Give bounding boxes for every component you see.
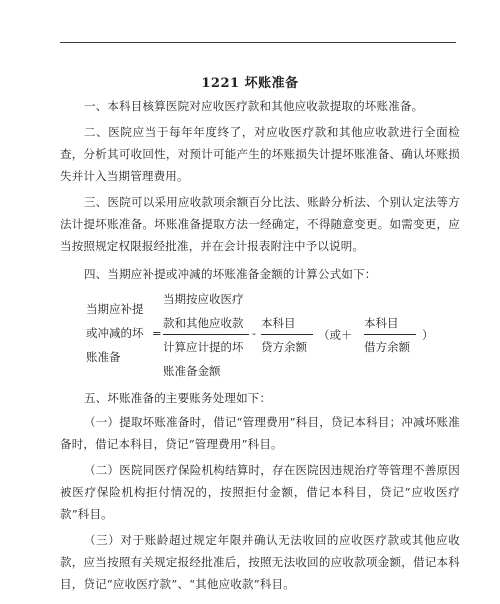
formula-paren-open: （或＋ — [318, 328, 353, 342]
formula-lhs-line2: 或冲减的坏 — [86, 326, 144, 340]
paragraph-5: 五、坏账准备的主要账务处理如下： — [84, 391, 272, 405]
formula-a-line4: 账准备金额 — [163, 364, 221, 378]
formula-c-divider — [364, 334, 416, 335]
paragraph-3: 三、医院可以采用应收款项余额百分比法、账龄分析法、个别认定法等方法计提坏账准备。坏账准备提取方法一经确定，不得随意变更。如需变更，应当按照规定权限报经批准，并在会计报表附注中予以说明。 — [60, 195, 460, 253]
formula-c-line1: 本科目 — [364, 316, 399, 330]
paragraph-7: （二）医院同医疗保险机构结算时，存在医院因违规治疗等管理不善原因被医疗保险机构拒付情况的，按照拒付金额，借记本科目，贷记“应收医疗款”科目。 — [60, 463, 460, 521]
formula-lhs-line3: 账准备 — [86, 350, 121, 364]
formula-c-line2: 借方余额 — [364, 340, 410, 354]
page-title: 1221 坏账准备 — [201, 76, 299, 91]
formula-b-line2: 贷方余额 — [261, 340, 307, 354]
formula-a-line3: 计算应计提的坏 — [163, 340, 244, 354]
formula-a-line2: 款和其他应收款 — [163, 316, 244, 330]
paragraph-4: 四、当期应补提或冲减的坏账准备金额的计算公式如下： — [84, 267, 377, 281]
formula-b-line1: 本科目 — [261, 316, 296, 330]
paragraph-1: 一、本科目核算医院对应收医疗款和其他应收款提取的坏账准备。 — [84, 99, 424, 113]
paragraph-6: （一）提取坏账准备时，借记“管理费用”科目，贷记本科目；冲减坏账准备时，借记本科目，贷记“管理费用”科目。 — [60, 415, 460, 451]
formula-equals: = — [152, 326, 162, 340]
paragraph-8: （三）对于账龄超过规定年限并确认无法收回的应收医疗款或其他应收款，应当按照有关规定报经批准后，按照无法收回的应收款项金额，借记本科目，贷记“应收医疗款”、“其他应收款”科目。 — [60, 533, 460, 591]
formula-minus: - — [252, 326, 256, 340]
formula-lhs-line1: 当期应补提 — [86, 302, 144, 316]
header-rule — [60, 42, 456, 43]
paragraph-2: 二、医院应当于每年年度终了，对应收医疗款和其他应收款进行全面检查，分析其可收回性，对预计可能产生的坏账损失计提坏账准备、确认坏账损失并计入当期管理费用。 — [60, 125, 460, 183]
formula-a-divider — [163, 334, 249, 335]
formula-b-divider — [261, 334, 313, 335]
formula-paren-close: ） — [422, 328, 434, 342]
formula-block — [60, 290, 460, 386]
formula-a-line1: 当期按应收医疗 — [163, 292, 244, 306]
